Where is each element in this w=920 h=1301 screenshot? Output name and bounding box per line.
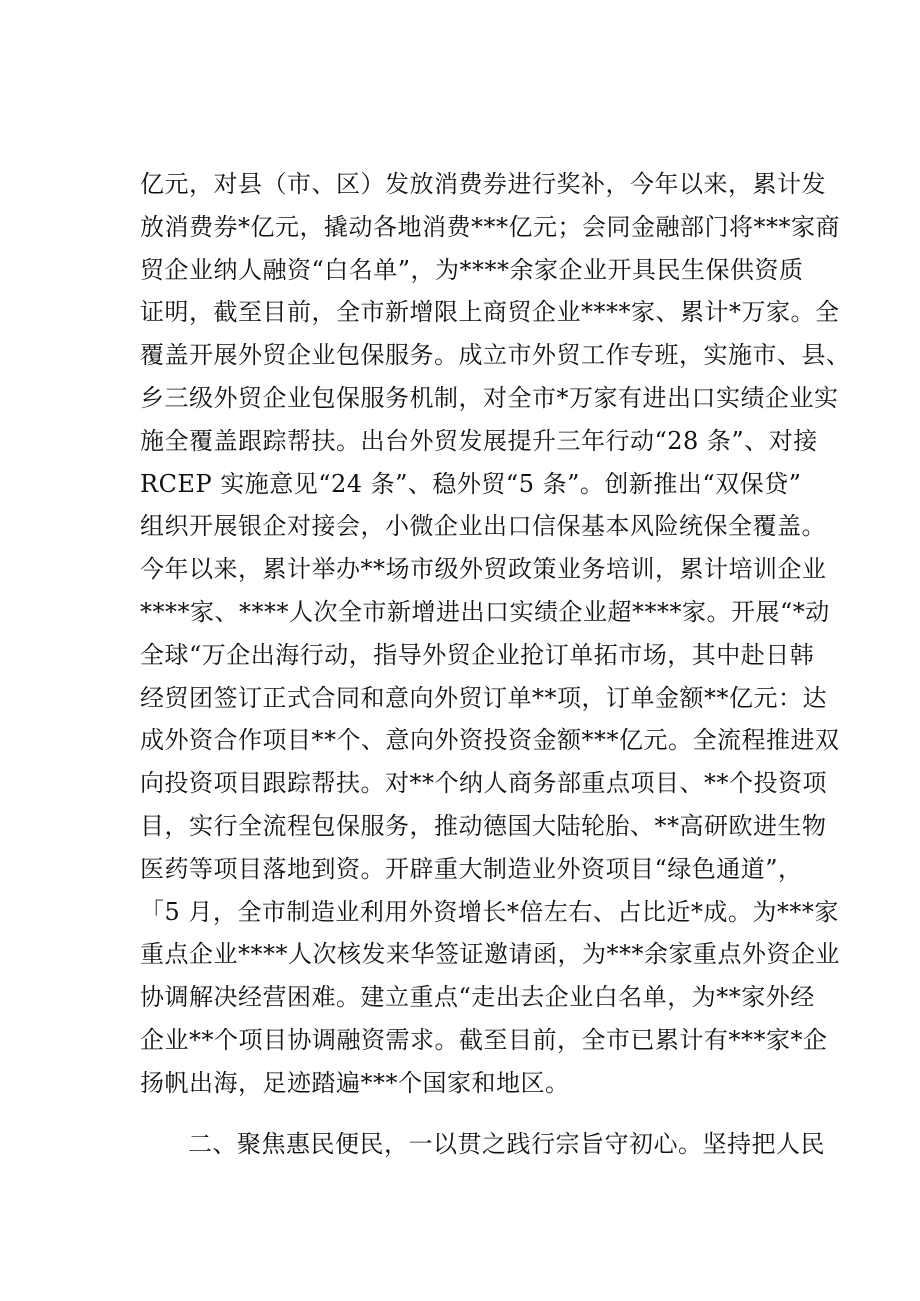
text-line: 证明，截至目前，全市新增限上商贸企业****家、累计*万家。全 bbox=[140, 298, 840, 326]
text-line: 施全覆盖跟踪帮扶。出台外贸发展提升三年行动“28 条”、对接 bbox=[140, 427, 818, 455]
text-line: 覆盖开展外贸企业包保服务。成立市外贸工作专班，实施市、县、 bbox=[140, 341, 851, 369]
text-line: 「5 月，全市制造业利用外资增长*倍左右、占比近*成。为***家 bbox=[140, 898, 839, 926]
text-line: 医药等项目落地到资。开辟重大制造业外资项目“绿色通道”， bbox=[140, 855, 803, 883]
text-line: 向投资项目跟踪帮扶。对**个纳人商务部重点项目、**个投资项 bbox=[140, 769, 827, 797]
text-line: 企业**个项目协调融资需求。截至目前，全市已累计有***家*企 bbox=[140, 1026, 828, 1054]
text-line: 乡三级外贸企业包保服务机制，对全市*万家有进出口实绩企业实 bbox=[140, 384, 839, 412]
text-line: 扬帆出海，足迹踏遍***个国家和地区。 bbox=[140, 1069, 570, 1097]
text-line: 全球“万企出海行动，指导外贸企业抢订单拓市场，其中赴日韩 bbox=[140, 641, 815, 669]
text-line: 亿元，对县（市、区）发放消费券进行奖补，今年以来，累计发 bbox=[140, 170, 826, 198]
text-line: 今年以来，累计举办**场市级外贸政策业务培训，累计培训企业 bbox=[140, 555, 827, 583]
text-line: 组织开展银企对接会，小微企业出口信保基本风险统保全覆盖。 bbox=[140, 512, 826, 540]
text-line: 贸企业纳人融资“白名单”，为****余家企业开具民生保供资质 bbox=[140, 256, 804, 284]
text-line: 目，实行全流程包保服务，推动德国大陆轮胎、**高研欧进生物 bbox=[140, 812, 827, 840]
text-line: 经贸团签订正式合同和意向外贸订单**项，订单金额**亿元：达 bbox=[140, 684, 827, 712]
section-heading-line: 二、聚焦惠民便民，一以贯之践行宗旨守初心。坚持把人民 bbox=[188, 1130, 825, 1158]
text-line: 协调解决经营困难。建立重点“走出去企业白名单，为**家外经 bbox=[140, 983, 815, 1011]
text-line: 成外资合作项目**个、意向外资投资金额***亿元。全流程推进双 bbox=[140, 726, 840, 754]
text-line: 重点企业****人次核发来华签证邀请函，为***余家重点外资企业 bbox=[140, 940, 840, 968]
text-line: 放消费券*亿元，撬动各地消费***亿元；会同金融部门将***家商 bbox=[140, 213, 840, 241]
text-line: ****家、****人次全市新增进出口实绩企业超****家。开展“*动 bbox=[140, 598, 830, 626]
text-line: RCEP 实施意见“24 条”、稳外贸“5 条”。创新推出“双保贷” bbox=[140, 470, 802, 498]
